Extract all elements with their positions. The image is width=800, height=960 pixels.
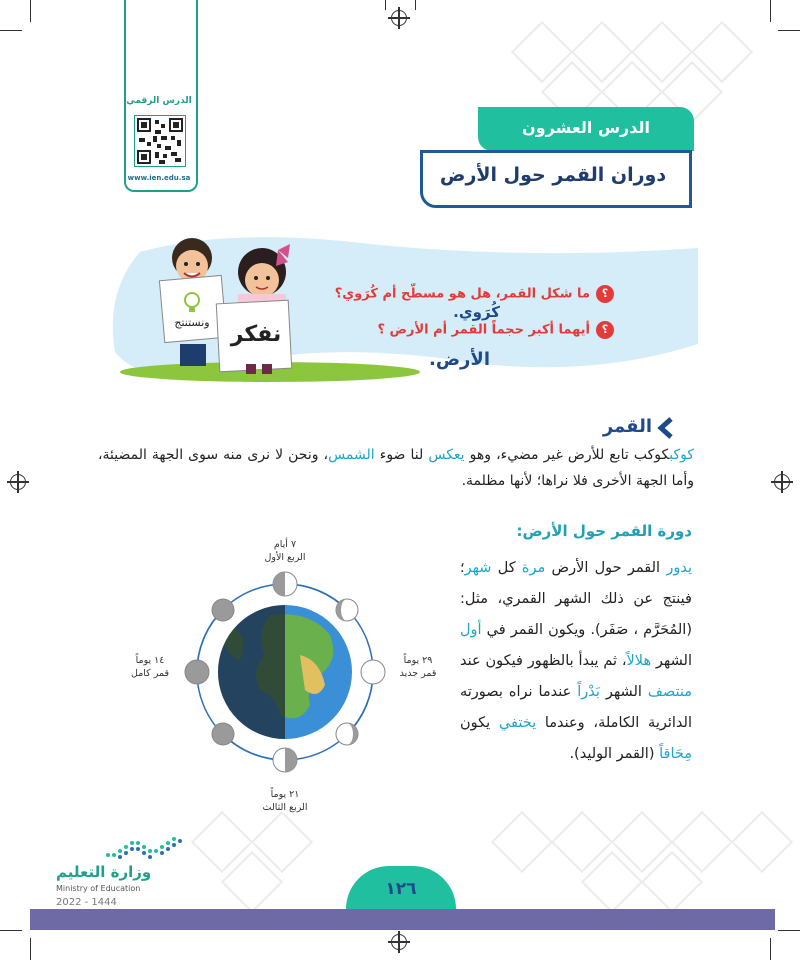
- intro-question-1: [335, 285, 614, 303]
- edition-year: 2022 - 1444: [56, 897, 117, 908]
- question-1-text: ما شكل القمر، هل هو مسطّح أم كُرَوي؟: [334, 286, 590, 302]
- registration-mark-icon: [391, 934, 407, 950]
- registration-mark-icon: [774, 474, 790, 490]
- orbit-paragraph: يدور القمر حول الأرض مرة كل شهر؛ فينتج عن ذلك الشهر القمري، مثل: (المُحَرَّم ، صَفَر). ويكون القمر في أول الشهر هلالاً، ثم يبدأ بالظهور فيكون عند منتصف الشهر بَدْراً عندما نراه بصورته الدائرية الكاملة، وعندما يختفي يكون مِحَاقاً (القمر الوليد).: [460, 560, 692, 762]
- ministry-name-arabic: وزارة التعليم: [56, 863, 152, 881]
- question-2-answer: الأرض.: [429, 349, 490, 370]
- phase-last-quarter-label: ٢١ يوماً الربع الثالث: [262, 789, 308, 813]
- digital-lesson-url[interactable]: www.ien.edu.sa: [127, 174, 191, 182]
- lesson-title: دوران القمر حول الأرض: [439, 164, 667, 186]
- question-1-number: ؟: [596, 285, 614, 303]
- card-infer-text: ونستنتج: [174, 316, 210, 329]
- children-illustration: [150, 232, 310, 380]
- moon-orbit-diagram: [180, 565, 390, 780]
- phase-first-quarter-label: ٧ أيام الربع الأول: [264, 539, 306, 563]
- orbit-subtitle: دورة القمر حول الأرض:: [516, 522, 692, 540]
- question-2-number: ؟: [596, 321, 614, 339]
- digital-lesson-label: الدرس الرقمي: [126, 96, 192, 106]
- registration-mark-icon: [10, 474, 26, 490]
- page-number: ١٢٦: [385, 879, 417, 899]
- qr-code-icon[interactable]: [134, 115, 186, 167]
- ministry-name-english: Ministry of Education: [56, 884, 141, 893]
- question-2-text: أيهما أكبر حجماً القمر أم الأرض ؟: [377, 322, 590, 338]
- section-title: القمر: [602, 416, 652, 437]
- section-chevron-icon: [657, 417, 675, 439]
- ministry-logo-icon: [98, 833, 188, 867]
- intro-question-2: [377, 321, 614, 339]
- moon-paragraph: كوكبكوكب تابع للأرض غير مضيء، وهو يعكس لنا ضوء الشمس، ونحن لا نرى منه سوى الجهة المضيئة، وأما الجهة الأخرى فلا نراها؛ لأنها مظلمة.: [98, 447, 695, 489]
- phase-new-moon-label: ٢٩ يوماً قمر جديد: [399, 655, 437, 679]
- card-think-text: نفكر: [230, 322, 282, 347]
- lesson-number: الدرس العشرون: [522, 118, 650, 137]
- footer-bar: [30, 909, 775, 930]
- registration-mark-icon: [391, 10, 407, 26]
- phase-full-moon-label: ١٤ يوماً قمر كامل: [131, 655, 169, 679]
- question-1-answer: كُرَوي.: [453, 303, 500, 321]
